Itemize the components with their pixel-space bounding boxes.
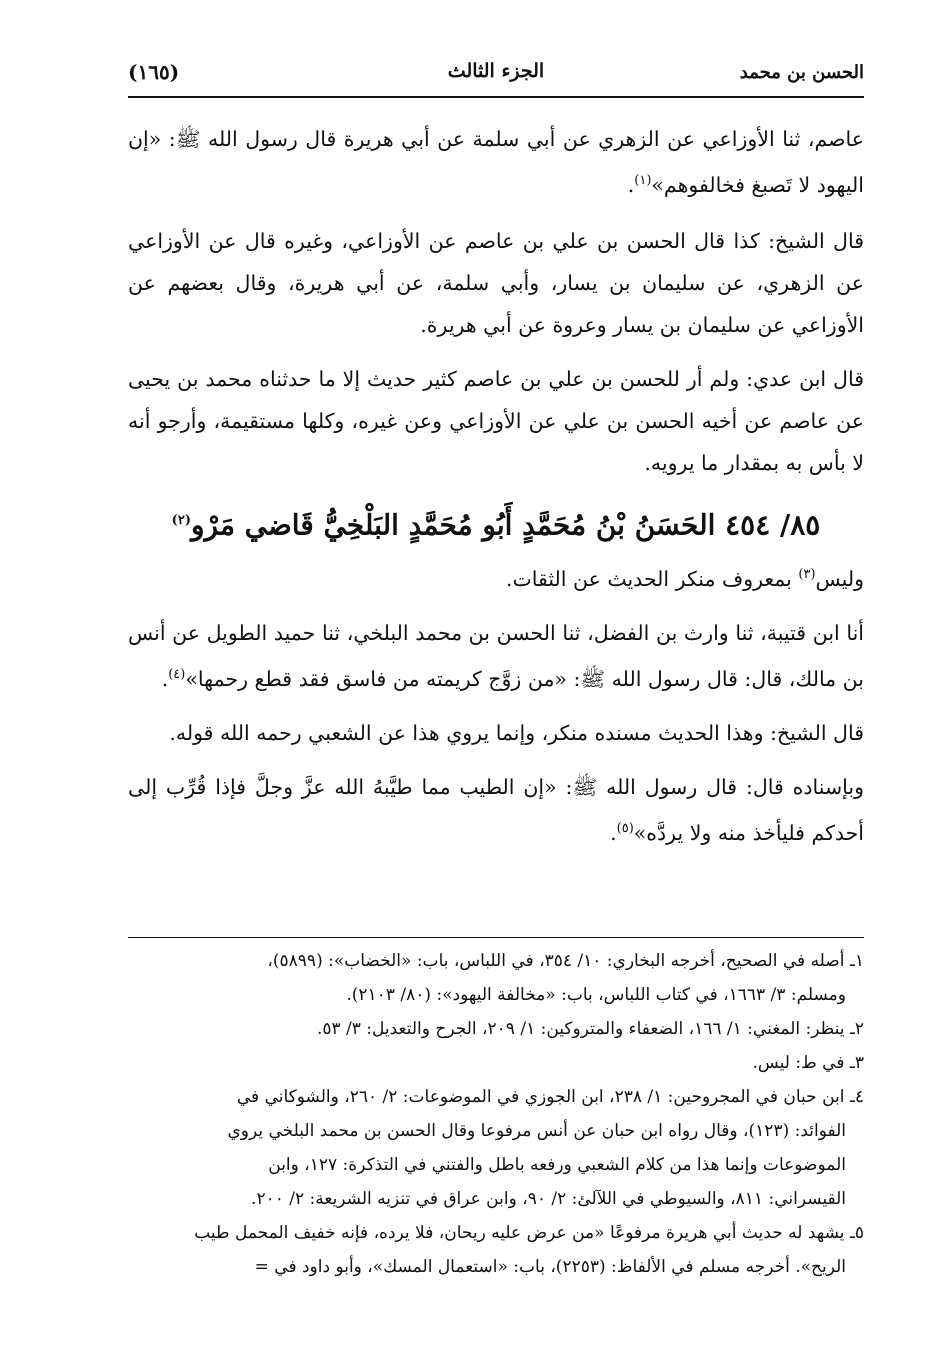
paragraph-7-text: وبإسناده قال: قال رسول الله ﷺ: «إن الطيب مما طيَّبهُ الله عزَّ وجلَّ فإذا قُرِّب إلى أحدكم فليأخذ منه ولا يردَّه» (128, 774, 864, 845)
footnote-5-line-2: الريح». أخرجه مسلم في الألفاظ: (٢٢٥٣)، باب: «استعمال المسك»، وأبو داود في = (254, 1257, 846, 1277)
footnote-ref-5[interactable]: (٥) (616, 820, 634, 836)
paragraph-3: قال ابن عدي: ولم أر للحسن بن علي بن عاصم كثير حديث إلا ما حدثناه محمد بن يحيى عن عاصم عن أخيه الحسن بن علي عن الأوزاعي وعن غيره، وكلها مستقيمة، وأرجو أنه لا بأس به بمقدار ما يرويه. (128, 366, 864, 475)
footnote-4 (128, 1080, 864, 1216)
footnote-divider (128, 937, 864, 938)
footnote-4-line-4: القيسراني: ٨١١، والسيوطي في اللآلئ: ٢/ ٩٠، وابن عراق في تنزيه الشريعة: ٢/ ٢٠٠. (251, 1189, 846, 1209)
paragraph-7: وبإسناده قال: قال رسول الله ﷺ: «إن الطيب مما طيَّبهُ الله عزَّ وجلَّ فإذا قُرِّب إلى أحدكم فليأخذ منه ولا يردَّه»$^{(٥)}$. (128, 774, 864, 845)
footnote-ref-3[interactable]: (٣) (798, 567, 816, 583)
paragraph-6: قال الشيخ: وهذا الحديث مسنده منكر، وإنما يروي هذا عن الشعبي رحمه الله قوله. (169, 720, 864, 745)
paragraph-5-text: أنا ابن قتيبة، ثنا وارث بن الفضل، ثنا الحسن بن محمد البلخي، ثنا حميد الطويل عن أنس بن مالك، قال: قال رسول الله ﷺ: «من زوَّج كريمته من فاسق فقد قطع رحمها» (128, 620, 864, 691)
paragraph-1-text: عاصم، ثنا الأوزاعي عن الزهري عن أبي سلمة عن أبي هريرة قال رسول الله ﷺ: «إن اليهود لا تَصبغ فخالفوهم» (128, 127, 864, 197)
footnote-4-line-2: الفوائد: (١٢٣)، وقال رواه ابن حبان عن أنس مرفوعا وقال الحسن بن محمد البلخي يروي (227, 1121, 846, 1141)
footnote-3: ٣ـ في ط: ليس. (752, 1053, 864, 1073)
footnote-1-line-1: ١ـ أصله في الصحيح، أخرجه البخاري: ١٠/ ٣٥٤، في اللباس، باب: «الخضاب»: (٥٨٩٩)، (267, 951, 864, 971)
page-number: (١٦٥) (128, 60, 180, 84)
footnote-2: ٢ـ ينظر: المغني: ١/ ١٦٦، الضعفاء والمتروكين: ١/ ٢٠٩، الجرح والتعديل: ٣/ ٥٣. (316, 1019, 864, 1039)
running-head-volume: الجزء الثالث (447, 60, 545, 82)
footnotes (128, 944, 864, 1284)
paragraph-2: قال الشيخ: كذا قال الحسن بن علي بن عاصم عن الأوزاعي، وغيره قال عن الأوزاعي عن الزهري، عن سليمان بن يسار، وأبي سلمة، عن أبي هريرة، وقال بعضهم عن الأوزاعي عن سليمان بن يسار وعروة عن أبي هريرة. (128, 228, 864, 337)
paragraph-1: عاصم، ثنا الأوزاعي عن الزهري عن أبي سلمة عن أبي هريرة قال رسول الله ﷺ: «إن اليهود لا تَصبغ فخالفوهم»$^{(١)}$. (128, 127, 864, 197)
footnote-ref-4[interactable]: (٤) (168, 666, 186, 682)
paragraph-4 (128, 554, 864, 600)
footnote-5 (128, 1216, 864, 1284)
footnote-1 (128, 944, 864, 1012)
footnote-5-line-1: ٥ـ يشهد له حديث أبي هريرة مرفوعًا «من عرض عليه ريحان، فلا يرده، فإنه خفيف المحمل طيب (194, 1223, 864, 1243)
paragraph-4-text-a: وليس (815, 566, 864, 591)
page-header (128, 56, 864, 98)
paragraph-4-text-b: بمعروف منكر الحديث عن الثقات. (505, 566, 799, 591)
paragraph-5: أنا ابن قتيبة، ثنا وارث بن الفضل، ثنا الحسن بن محمد البلخي، ثنا حميد الطويل عن أنس بن مالك، قال: قال رسول الله ﷺ: «من زوَّج كريمته من فاسق فقد قطع رحمها»$^{(٤)}$. (128, 620, 864, 691)
entry-heading-text: ٨٥/ ٤٥٤ الحَسَنُ بْنُ مُحَمَّدٍ أَبُو مُحَمَّدٍ البَلْخِيُّ قَاضي مَرْو (190, 508, 821, 542)
main-text (128, 118, 864, 866)
footnote-ref-1[interactable]: (١) (634, 173, 652, 188)
entry-heading (128, 496, 864, 550)
footnote-ref-2[interactable]: (٢) (171, 512, 191, 528)
footnote-4-line-3: الموضوعات وإنما هذا من كلام الشعبي ورفعه باطل والفتني في التذكرة: ١٢٧، وابن (268, 1155, 846, 1175)
footnote-4-line-1: ٤ـ ابن حبان في المجروحين: ١/ ٢٣٨، ابن الجوزي في الموضوعات: ٢/ ٢٦٠، والشوكاني في (236, 1087, 864, 1107)
footnote-1-line-2: ومسلم: ٣/ ١٦٦٣، في كتاب اللباس، باب: «مخالفة اليهود»: (٨٠/ ٢١٠٣). (346, 985, 846, 1005)
running-head-name: الحسن بن محمد (739, 62, 864, 83)
